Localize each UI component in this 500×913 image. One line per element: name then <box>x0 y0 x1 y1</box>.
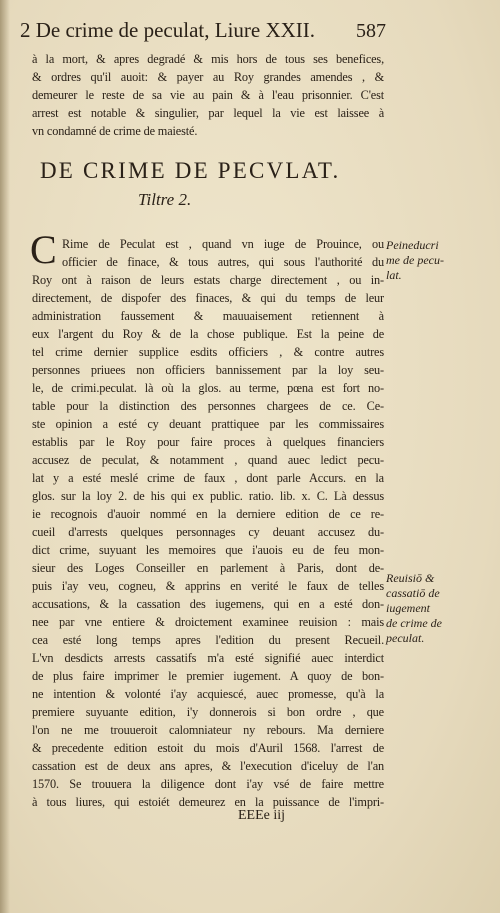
text-line: arrest est notable & singulier, par lequel la vie est laissee à <box>32 106 384 120</box>
body-line: directement, de dispofer des finaces, & qui du temps de leur <box>32 291 384 305</box>
body-line: puis i'ay veu, cogneu, & apprins en verité le faux de telles <box>32 579 384 593</box>
text-line: à la mort, & apres degradé & mis hors de tous ses benefices, <box>32 52 384 66</box>
section-subtitle: Tiltre 2. <box>138 190 192 209</box>
margin-note-line: Reuisiō & <box>386 571 435 585</box>
body-line: ie recognois d'auoir nommé en la derniere edition de ce re- <box>32 507 384 521</box>
body-line: establis par le Roy pour faire proces à quelques financiers <box>32 435 384 449</box>
body-line: de plus faire imprimer le premier iugement. A quoy de bon- <box>32 669 384 683</box>
signature-mark: EEEe iij <box>238 808 286 823</box>
body-line: officier de finace, & tous autres, qui sous l'authorité du <box>62 255 384 269</box>
margin-note-peculat-penalty <box>386 238 466 283</box>
body-line: L'vn desdicts arrests cassatifs m'a esté signifié auec interdict <box>32 651 384 665</box>
page-gutter-shadow <box>0 0 10 913</box>
body-line: premiere suyuante edition, i'y donnerois si bon ordre , que <box>32 705 384 719</box>
body-line: l'on ne me trouueroit calomniateur ny rebours. Ma derniere <box>32 723 384 737</box>
body-line: le, de crimi.peculat. là où la glos. au terme, pœna est fort no- <box>32 381 384 395</box>
body-line: 1570. Se trouuera la diligence dont i'ay vsé de faire mettre <box>32 777 384 791</box>
body-line: dict crime, suyuant les memoires que i'auois eu de feu mon- <box>32 543 384 557</box>
body-line: ne intention & volonté i'ay acquiescé, auec promesse, qu'à la <box>32 687 384 701</box>
body-line: table pour la distinction des personnes chargees de ce. Ce- <box>32 399 384 413</box>
body-line: personnes priuees non officiers bannissement par la loy seu- <box>32 363 384 377</box>
margin-note-line: cassatiō de <box>386 586 440 600</box>
body-line: & precedente edition estoit du mois d'Auril 1568. l'arrest de <box>32 741 384 755</box>
running-header: 2 De crime de peculat, Liure XXII. <box>20 18 316 42</box>
body-line: tel crime dernier supplice esdits officiers , & contre autres <box>32 345 384 359</box>
body-line: à tous liures, qui estoiét demeurez en la puissance de l'impri- <box>32 795 384 809</box>
body-line: Rime de Peculat est , quand vn iuge de Prouince, ou <box>62 237 384 251</box>
body-line: administration faussement & mauuaisement retiennent à <box>32 309 384 323</box>
section-title: DE CRIME DE PECVLAT. <box>40 158 341 183</box>
body-line: accusations, & la cassation des iugemens, qui en a esté don- <box>32 597 384 611</box>
body-line: lat y a esté meslé crime de faux , dont parle Accurs. en la <box>32 471 384 485</box>
body-line: Roy ont à raison de leurs estats charge directement , ou in- <box>32 273 384 287</box>
body-line: accusez de peculat, & notamment , quand auec ledict pecu- <box>32 453 384 467</box>
margin-note-line: lat. <box>386 268 402 282</box>
margin-note-line: de crime de <box>386 616 442 630</box>
body-line: cea esté long temps apres l'edition du present Recueil. <box>32 633 384 647</box>
body-line: sieur des Loges Conseiller en parlement à Paris, dont de- <box>32 561 384 575</box>
text-line: & ordres qu'il auoit: & payer au Roy grandes amendes , & <box>32 70 384 84</box>
body-line: cueil d'arrests quelques personnages cy deuant accusez du- <box>32 525 384 539</box>
text-line: vn condamné de crime de maiesté. <box>32 124 198 138</box>
text-line: demeurer le reste de sa vie au pain & à l'eau prisonnier. C'est <box>32 88 384 102</box>
page-number: 587 <box>356 20 386 42</box>
body-line: glos. sur la loy 2. de his qui ex public. ratio. lib. x. C. Là dessus <box>32 489 384 503</box>
body-line: ste opinion a esté cy deuant prattiquee par les commissaires <box>32 417 384 431</box>
drop-cap: C <box>30 227 57 272</box>
margin-note-line: Peineducri <box>386 238 439 252</box>
body-line: eux l'argent du Roy & de la chose publique. Est la peine de <box>32 327 384 341</box>
margin-note-line: peculat. <box>386 631 425 645</box>
margin-note-line: me de pecu- <box>386 253 444 267</box>
margin-note-revision <box>386 571 466 646</box>
body-line: cassation est de deux ans apres, & l'execution d'iceluy de l'an <box>32 759 384 773</box>
body-line: nee par vne entiere & droictement examinee reuision : mais <box>32 615 384 629</box>
margin-note-line: iugement <box>386 601 430 615</box>
